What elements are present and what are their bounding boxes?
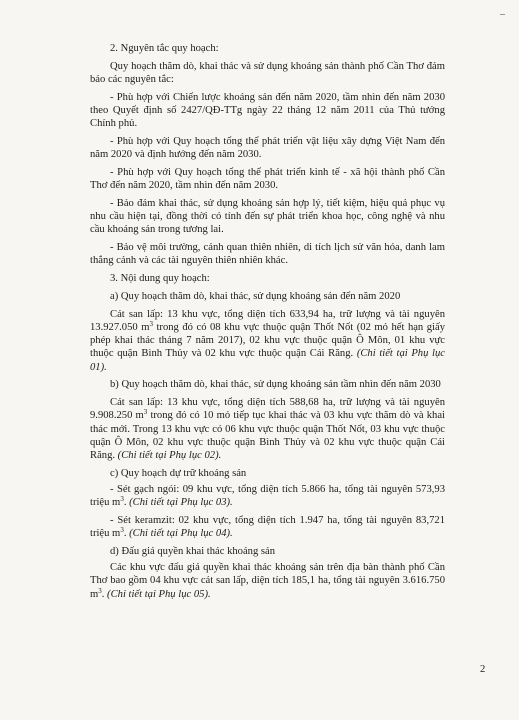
c-item-2-ref: (Chi tiết tại Phụ lục 04). — [129, 528, 233, 540]
c-item-1-ref: (Chi tiết tại Phụ lục 03). — [129, 497, 233, 509]
section-2-intro: Quy hoạch thăm dò, khai thác và sử dụng khoáng sản thành phố Cần Thơ đảm bảo các nguyên tắc: — [90, 60, 445, 85]
principle-4: - Bảo đảm khai thác, sử dụng khoáng sản hợp lý, tiết kiệm, hiệu quả phục vụ nhu cầu hiện tại, đồng thời có tính đến sự phát triển khoa học, công nghệ và nhu cầu khoáng sản trong tương lai. — [90, 198, 445, 236]
subsection-d-heading: d) Đấu giá quyền khai thác khoáng sản — [110, 546, 276, 558]
subsection-d-text — [90, 561, 445, 601]
a-superscript: 3 — [149, 320, 153, 328]
a-text-part-1: Cát san lấp: 13 khu vực, tổng diện tích 633,94 ha, trữ lượng và tài nguyên 13.927.050 m — [90, 308, 445, 333]
section-2-heading: 2. Nguyên tắc quy hoạch: — [110, 43, 219, 54]
b-text-part-1: Cát san lấp: 13 khu vực, tổng diện tích 588,68 ha, trữ lượng và tài nguyên 9.908.250 m — [90, 397, 445, 422]
principle-1: - Phù hợp với Chiến lược khoáng sản đến năm 2020, tầm nhìn đến năm 2030 theo Quyết định số 2427/QĐ-TTg ngày 22 tháng 12 năm 2011 của Thủ tướng Chính phủ. — [90, 91, 445, 130]
subsection-c-item-2 — [90, 514, 445, 540]
d-appendix-ref: (Chi tiết tại Phụ lục 05). — [107, 588, 211, 600]
a-appendix-ref: (Chi tiết tại Phụ lục 01). — [90, 348, 445, 373]
c-item-2-superscript: 3 — [120, 526, 124, 535]
subsection-a-heading: a) Quy hoạch thăm dò, khai thác, sử dụng khoáng sản đến năm 2020 — [110, 291, 401, 302]
subsection-c-item-1 — [90, 483, 445, 509]
b-text-part-2: trong đó có 10 mỏ tiếp tục khai thác và 03 khu vực thăm dò và khai thác mới. Trong 13 khu vực có 06 khu vực thuộc quận Thốt Nốt, 03 khu vực thuộc quận Ô Môn, 02 khu vực thuộc quận Bình Thủy và 02 khu vực thuộc quận Cái Răng. — [90, 410, 446, 462]
d-superscript: 3 — [98, 586, 102, 595]
section-3-heading: 3. Nội dung quy hoạch: — [110, 273, 210, 285]
page-number: 2 — [480, 664, 486, 675]
subsection-a-text — [90, 308, 445, 374]
a-text-part-2: trong đó có 08 khu vực thuộc quận Thốt Nốt (02 mỏ hết hạn giấy phép khai thác tháng 7 năm 2017), 02 khu vực thuộc quận Ô Môn, 01 khu vực thuộc quận Bình Thủy và 02 khu vực thuộc quận Cái Răng. — [90, 322, 445, 360]
subsection-b-heading: b) Quy hoạch thăm dò, khai thác, sử dụng khoáng sản tầm nhìn đến năm 2030 — [110, 379, 441, 391]
principle-5: - Bảo vệ môi trường, cảnh quan thiên nhiên, di tích lịch sử văn hóa, danh lam thắng cảnh và các tài nguyên thiên nhiên khác. — [90, 242, 445, 267]
c-item-1-text: - Sét gạch ngói: 09 khu vực, tổng diện tích 5.866 ha, tổng tài nguyên 573,93 triệu m — [90, 484, 445, 509]
principle-2: - Phù hợp với Quy hoạch tổng thể phát triển vật liệu xây dựng Việt Nam đến năm 2020 và định hướng đến năm 2030. — [90, 136, 445, 161]
c-item-2-text: - Sét keramzit: 02 khu vực, tổng diện tích 1.947 ha, tổng tài nguyên 83,721 triệu m — [90, 515, 445, 540]
document-body — [90, 42, 445, 605]
b-appendix-ref: (Chi tiết tại Phụ lục 02). — [117, 450, 222, 462]
b-superscript: 3 — [143, 408, 148, 417]
subsection-b-text — [90, 396, 445, 462]
d-sep: . — [101, 588, 108, 600]
subsection-c-heading: c) Quy hoạch dự trữ khoáng sản — [110, 467, 247, 479]
d-text: Các khu vực đấu giá quyền khai thác khoáng sản trên địa bàn thành phố Cần Thơ bao gồm 04 khu vực cát san lấp, diện tích 185,1 ha, tổng tài nguyên 3.616.750 m — [90, 562, 445, 600]
c-item-1-sep: . — [123, 497, 130, 509]
scan-mark — [500, 14, 505, 15]
c-item-1-superscript: 3 — [120, 495, 124, 504]
c-item-2-sep: . — [123, 528, 130, 540]
principle-3: - Phù hợp với Quy hoạch tổng thể phát triển kinh tế - xã hội thành phố Cần Thơ đến năm 2020, tầm nhìn đến năm 2030. — [90, 167, 445, 192]
